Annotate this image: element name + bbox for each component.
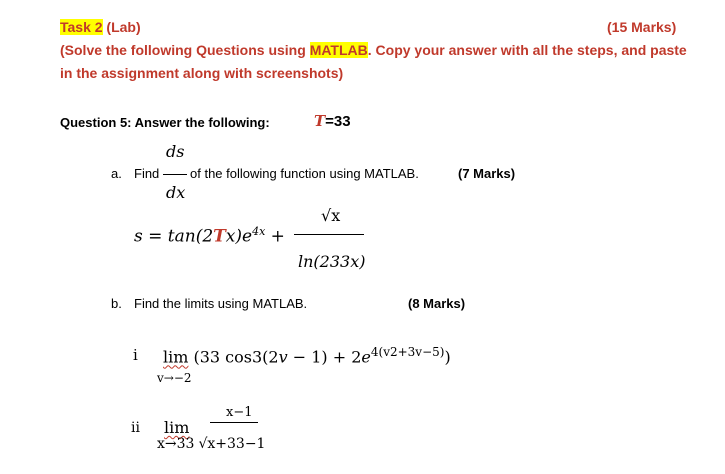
- part-b-marks: (8 Marks): [408, 296, 466, 311]
- instruction-line-2: in the assignment along with screenshots): [60, 65, 344, 81]
- eq-frac-denominator: ln(233x): [298, 252, 366, 271]
- limit-i-expr-a: (33 cos3(2: [188, 347, 279, 367]
- limit-i-roman: i: [133, 346, 138, 364]
- task-title: Task 2: [60, 19, 103, 35]
- limit-ii-denominator: √x+33−1: [198, 436, 266, 452]
- limit-ii-lim: [164, 418, 189, 437]
- eq-fraction-bar: [294, 234, 364, 235]
- limit-ii-roman: ii: [131, 420, 140, 436]
- limit-i-v: v: [278, 347, 288, 367]
- limit-ii-lim-text: lim: [164, 418, 190, 437]
- limit-i-lim: lim: [163, 347, 189, 367]
- equation-lhs: [134, 225, 285, 247]
- part-a-letter: a.: [111, 166, 122, 181]
- eq-plus: +: [265, 226, 285, 247]
- deriv-fraction-bar: [163, 174, 187, 175]
- part-a-text: of the following function using MATLAB.: [190, 166, 419, 181]
- limit-ii-subscript: x→33: [157, 436, 195, 452]
- limit-i-expr-b: − 1) + 2: [287, 347, 362, 367]
- eq-exponent: 4x: [252, 225, 266, 238]
- task-title-line: [60, 19, 141, 35]
- part-b-text: Find the limits using MATLAB.: [134, 296, 308, 311]
- limit-i-expression: [163, 345, 451, 366]
- limit-i-sup: 4(v2+3v−5): [370, 345, 445, 359]
- task-marks: (15 Marks): [607, 19, 677, 35]
- eq-t-symbol: T: [213, 226, 226, 247]
- deriv-denominator: dx: [166, 183, 186, 202]
- part-a-marks: (7 Marks): [458, 166, 516, 181]
- limit-ii-subscript-row: [157, 436, 265, 452]
- eq-lhs: s = tan(2: [134, 226, 214, 247]
- instruction-highlight: MATLAB: [309, 42, 368, 58]
- limit-ii-numerator: x−1: [226, 405, 253, 420]
- instruction-prefix: (Solve the following Questions using: [60, 42, 310, 58]
- eq-mid: x)e: [225, 226, 253, 247]
- part-b-letter: b.: [111, 296, 122, 311]
- instruction-line-1: [60, 42, 687, 58]
- t-value: =33: [325, 113, 351, 130]
- limit-i-subscript: v→−2: [157, 371, 192, 385]
- eq-frac-numerator: √x: [321, 206, 341, 225]
- limit-i-e: e: [361, 347, 371, 367]
- instruction-suffix: . Copy your answer with all the steps, and paste: [367, 42, 687, 58]
- task-suffix: (Lab): [102, 19, 141, 35]
- t-definition: [314, 112, 351, 130]
- question-label: Question 5: Answer the following:: [60, 115, 270, 130]
- deriv-numerator: ds: [166, 142, 185, 161]
- limit-i-expr-c: ): [444, 347, 451, 367]
- part-a-find: Find: [134, 166, 160, 181]
- t-symbol: T: [314, 112, 326, 130]
- limit-ii-fraction-bar: [210, 422, 258, 423]
